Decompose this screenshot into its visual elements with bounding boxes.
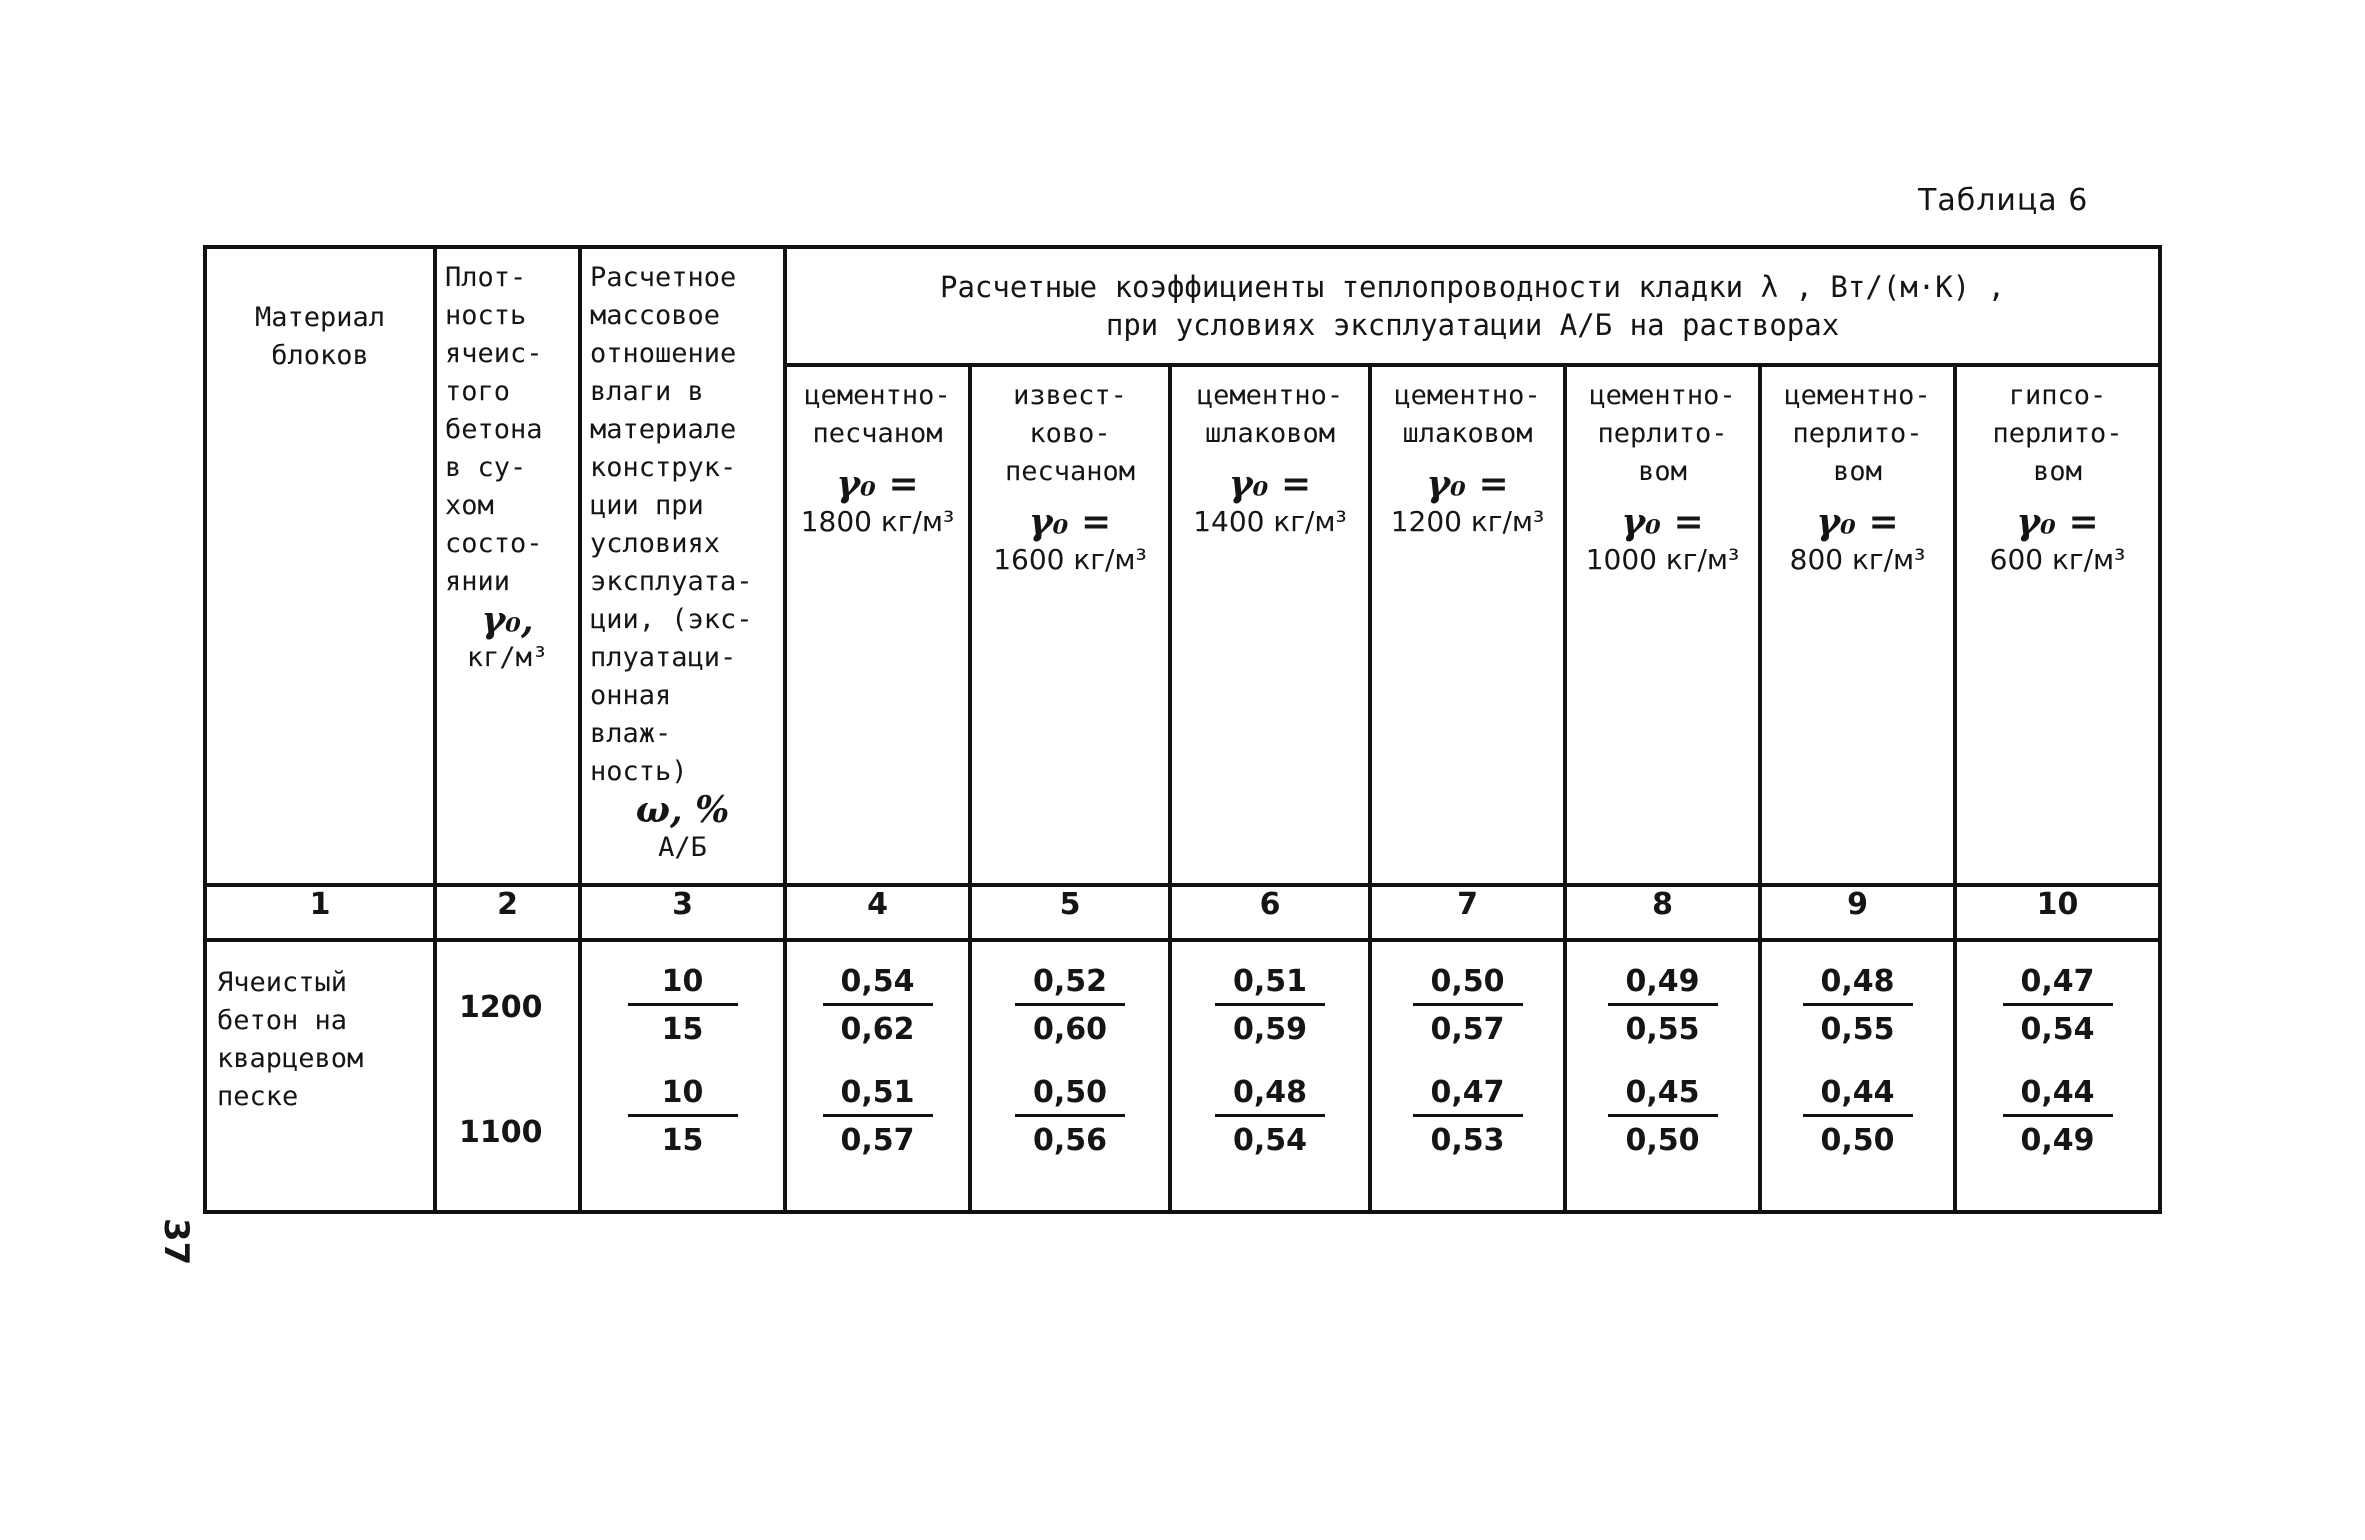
table-caption: Таблица 6: [1918, 183, 2089, 218]
mortar-header-6: [1760, 365, 1955, 885]
conductivity-values-7: [1955, 940, 2160, 1212]
column-number: 6: [1170, 885, 1370, 940]
density-values: [435, 940, 580, 1212]
mortar-density: 1000 кг/м³: [1585, 543, 1740, 576]
fraction-numerator: 0,48: [1803, 964, 1913, 1006]
mortar-density: 1800 кг/м³: [800, 505, 955, 538]
mortar-header-7: [1955, 365, 2160, 885]
header-moisture-text: [590, 259, 775, 791]
header-conductivity-line2: при условиях эксплуатации А/Б на растворах: [1105, 308, 1840, 342]
header-moisture: [580, 247, 785, 885]
fraction-numerator: 0,51: [823, 1075, 933, 1117]
fraction-numerator: 0,49: [1608, 964, 1718, 1006]
header-conductivity-line1: Расчетные коэффициенты теплопроводности кладки λ , Вт/(м·К) ,: [940, 270, 2006, 304]
fraction: [1015, 1075, 1125, 1158]
header-moisture-line: плуатаци-: [590, 642, 737, 673]
fraction-denominator: 0,54: [2020, 1012, 2095, 1047]
header-moisture-line: отношение: [590, 338, 737, 369]
page-number: 37: [156, 1218, 196, 1266]
conductivity-values-3: [1170, 940, 1370, 1212]
gamma-symbol: γ₀ =: [2016, 501, 2099, 543]
fraction-denominator: 0,55: [1820, 1012, 1895, 1047]
fraction-numerator: 0,45: [1608, 1075, 1718, 1117]
fraction-denominator: 15: [661, 1123, 704, 1158]
fraction: [823, 1075, 933, 1158]
header-conductivity: [785, 247, 2160, 365]
column-number: 2: [435, 885, 580, 940]
header-density-line: состо-: [445, 528, 543, 559]
conductivity-values-4: [1370, 940, 1565, 1212]
moisture-values: [580, 940, 785, 1212]
header-density-text: [445, 259, 570, 601]
header-density-line: бетона: [445, 414, 543, 445]
fraction-numerator: 0,48: [1215, 1075, 1325, 1117]
fraction-numerator: 0,44: [1803, 1075, 1913, 1117]
fraction: [628, 964, 738, 1047]
column-number: 9: [1760, 885, 1955, 940]
fraction-denominator: 0,56: [1032, 1123, 1108, 1158]
fraction: [823, 964, 933, 1047]
mortar-density: 1400 кг/м³: [1193, 505, 1347, 538]
fraction-numerator: 0,50: [1015, 1075, 1125, 1117]
fraction: [1015, 964, 1125, 1047]
gamma-symbol: γ₀,: [481, 599, 534, 641]
header-moisture-line: ность): [590, 756, 688, 787]
fraction-denominator: 15: [661, 1012, 704, 1047]
mortar-name: цементно- перлито- вом: [1589, 380, 1736, 487]
header-moisture-line: онная: [590, 680, 672, 711]
fraction-numerator: 10: [628, 964, 738, 1006]
mortar-header-1: [785, 365, 970, 885]
fraction: [1413, 964, 1523, 1047]
fraction: [1413, 1075, 1523, 1158]
fraction-denominator: 0,50: [1820, 1123, 1895, 1158]
mortar-header-3: [1170, 365, 1370, 885]
header-moisture-line: эксплуата-: [590, 566, 753, 597]
header-moisture-line: влаги в: [590, 376, 704, 407]
mortar-name: цементно- песчаном: [804, 380, 951, 449]
header-density-line: хом: [445, 490, 494, 521]
fraction: [628, 1075, 738, 1158]
header-moisture-line: конструк-: [590, 452, 737, 483]
fraction-denominator: 0,57: [840, 1123, 915, 1158]
column-number: 7: [1370, 885, 1565, 940]
fraction-numerator: 0,50: [1413, 964, 1523, 1006]
fraction-numerator: 0,51: [1215, 964, 1325, 1006]
header-moisture-line: ции, (экс-: [590, 604, 753, 635]
header-density-line: янии: [445, 566, 511, 597]
header-moisture-line: условиях: [590, 528, 721, 559]
fraction-denominator: 0,59: [1232, 1012, 1308, 1047]
fraction-numerator: 0,47: [1413, 1075, 1523, 1117]
header-moisture-line: массовое: [590, 300, 721, 331]
header-density-line: ячеис-: [445, 338, 543, 369]
fraction-numerator: 0,54: [823, 964, 933, 1006]
fraction-denominator: 0,54: [1232, 1123, 1308, 1158]
header-density-line: Плот-: [445, 262, 527, 293]
gamma-symbol: γ₀ =: [1621, 501, 1704, 543]
thermal-conductivity-table: [203, 245, 2162, 1214]
mortar-density: 600 кг/м³: [1989, 543, 2126, 576]
header-moisture-line: влаж-: [590, 718, 672, 749]
mortar-name: цементно- шлаковом: [1196, 380, 1344, 449]
mortar-density: 1200 кг/м³: [1390, 505, 1545, 538]
fraction-numerator: 0,47: [2003, 964, 2113, 1006]
header-density-unit: кг/м³: [466, 642, 549, 673]
fraction-numerator: 0,52: [1015, 964, 1125, 1006]
mortar-name: извест- ково- песчаном: [1004, 380, 1136, 487]
fraction: [1803, 1075, 1913, 1158]
omega-symbol: ω, %: [635, 789, 730, 831]
gamma-symbol: γ₀ =: [1426, 463, 1509, 505]
column-number: 1: [205, 885, 435, 940]
header-moisture-line: ции при: [590, 490, 704, 521]
fraction-denominator: 0,62: [840, 1012, 915, 1047]
fraction: [1608, 1075, 1718, 1158]
mortar-header-2: [970, 365, 1170, 885]
mortar-density: 1600 кг/м³: [993, 543, 1147, 576]
conductivity-values-1: [785, 940, 970, 1212]
fraction: [2003, 964, 2113, 1047]
mortar-header-4: [1370, 365, 1565, 885]
gamma-symbol: γ₀ =: [836, 463, 919, 505]
header-density: [435, 247, 580, 885]
density-value: 1200: [459, 990, 543, 1025]
fraction-denominator: 0,57: [1430, 1012, 1505, 1047]
fraction-denominator: 0,60: [1032, 1012, 1108, 1047]
header-moisture-line: материале: [590, 414, 737, 445]
gamma-symbol: γ₀ =: [1228, 463, 1312, 505]
mortar-header-5: [1565, 365, 1760, 885]
column-number: 3: [580, 885, 785, 940]
fraction: [1803, 964, 1913, 1047]
fraction: [1608, 964, 1718, 1047]
column-number: 10: [1955, 885, 2160, 940]
mortar-name: цементно- шлаковом: [1394, 380, 1541, 449]
gamma-symbol: γ₀ =: [1028, 501, 1112, 543]
fraction: [1215, 964, 1325, 1047]
mortar-name: цементно- перлито- вом: [1784, 380, 1931, 487]
fraction: [1215, 1075, 1325, 1158]
fraction-denominator: 0,50: [1625, 1123, 1700, 1158]
column-number: 4: [785, 885, 970, 940]
header-density-line: того: [445, 376, 511, 407]
density-value: 1100: [459, 1115, 543, 1150]
fraction-denominator: 0,53: [1430, 1123, 1505, 1158]
fraction-denominator: 0,55: [1625, 1012, 1700, 1047]
header-material: [205, 247, 435, 885]
column-number: 8: [1565, 885, 1760, 940]
material-name: Ячеистый бетон на кварцевом песке: [205, 940, 435, 1212]
header-density-line: ность: [445, 300, 527, 331]
fraction-numerator: 10: [628, 1075, 738, 1117]
fraction: [2003, 1075, 2113, 1158]
fraction-numerator: 0,44: [2003, 1075, 2113, 1117]
column-number: 5: [970, 885, 1170, 940]
conductivity-values-5: [1565, 940, 1760, 1212]
header-moisture-line: Расчетное: [590, 262, 737, 293]
header-density-line: в су-: [445, 452, 527, 483]
fraction-denominator: 0,49: [2020, 1123, 2095, 1158]
mortar-density: 800 кг/м³: [1789, 543, 1926, 576]
mortar-name: гипсо- перлито- вом: [1992, 380, 2123, 487]
header-moisture-unit: А/Б: [658, 832, 707, 863]
header-material-text: Материал блоков: [254, 302, 386, 371]
conductivity-values-6: [1760, 940, 1955, 1212]
gamma-symbol: γ₀ =: [1816, 501, 1899, 543]
conductivity-values-2: [970, 940, 1170, 1212]
